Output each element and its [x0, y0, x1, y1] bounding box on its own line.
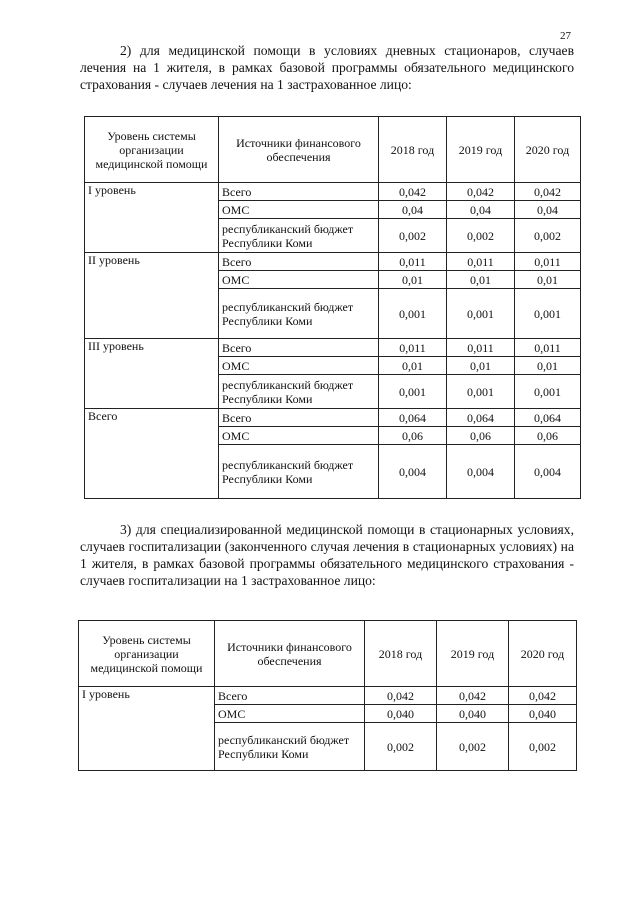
header-2018: 2018 год [365, 621, 437, 687]
value-cell: 0,002 [365, 723, 437, 771]
value-cell: 0,064 [447, 409, 515, 427]
header-2020: 2020 год [515, 117, 581, 183]
source-cell: республиканский бюджет Республики Коми [219, 375, 379, 409]
inpatient-table [78, 620, 577, 771]
value-cell: 0,004 [379, 445, 447, 499]
value-cell: 0,011 [515, 339, 581, 357]
level-cell: II уровень [85, 253, 219, 339]
table-row [85, 339, 581, 357]
value-cell: 0,011 [515, 253, 581, 271]
value-cell: 0,040 [365, 705, 437, 723]
header-level: Уровень системы организации медицинской помощи [79, 621, 215, 687]
header-2019: 2019 год [437, 621, 509, 687]
source-cell: республиканский бюджет Республики Коми [219, 445, 379, 499]
value-cell: 0,01 [379, 271, 447, 289]
value-cell: 0,01 [515, 357, 581, 375]
value-cell: 0,06 [447, 427, 515, 445]
table-row [85, 253, 581, 271]
value-cell: 0,001 [515, 289, 581, 339]
level-cell: I уровень [85, 183, 219, 253]
level-cell: III уровень [85, 339, 219, 409]
value-cell: 0,01 [379, 357, 447, 375]
source-cell: республиканский бюджет Республики Коми [219, 289, 379, 339]
value-cell: 0,042 [515, 183, 581, 201]
value-cell: 0,042 [509, 687, 577, 705]
section-3-paragraph [80, 521, 574, 589]
source-cell: Всего [215, 687, 365, 705]
header-source: Источники финансового обеспечения [219, 117, 379, 183]
value-cell: 0,042 [437, 687, 509, 705]
header-level: Уровень системы организации медицинской помощи [85, 117, 219, 183]
value-cell: 0,001 [379, 375, 447, 409]
header-2018: 2018 год [379, 117, 447, 183]
value-cell: 0,004 [515, 445, 581, 499]
table-row [85, 409, 581, 427]
value-cell: 0,001 [515, 375, 581, 409]
value-cell: 0,042 [365, 687, 437, 705]
value-cell: 0,004 [447, 445, 515, 499]
value-cell: 0,04 [379, 201, 447, 219]
value-cell: 0,064 [379, 409, 447, 427]
value-cell: 0,011 [379, 253, 447, 271]
page-number: 27 [560, 30, 571, 42]
source-cell: ОМС [219, 271, 379, 289]
value-cell: 0,04 [447, 201, 515, 219]
source-cell: Всего [219, 183, 379, 201]
value-cell: 0,002 [437, 723, 509, 771]
source-cell: ОМС [219, 357, 379, 375]
source-cell: ОМС [215, 705, 365, 723]
header-2019: 2019 год [447, 117, 515, 183]
value-cell: 0,06 [515, 427, 581, 445]
value-cell: 0,001 [379, 289, 447, 339]
value-cell: 0,01 [447, 357, 515, 375]
level-cell: I уровень [79, 687, 215, 771]
header-source: Источники финансового обеспечения [215, 621, 365, 687]
day-hospital-table [84, 116, 581, 499]
table-row [79, 687, 577, 705]
source-cell: республиканский бюджет Республики Коми [219, 219, 379, 253]
source-cell: ОМС [219, 201, 379, 219]
value-cell: 0,042 [379, 183, 447, 201]
value-cell: 0,01 [515, 271, 581, 289]
section-2-paragraph [80, 42, 574, 93]
value-cell: 0,040 [509, 705, 577, 723]
value-cell: 0,064 [515, 409, 581, 427]
source-cell: Всего [219, 339, 379, 357]
header-2020: 2020 год [509, 621, 577, 687]
section-2-text: 2) для медицинской помощи в условиях дневных стационаров, случаев лечения на 1 жителя, в рамках базовой программы обязательного медицинского страхования - случаев лечения на 1 застрахованное лицо: [80, 43, 574, 92]
value-cell: 0,011 [447, 253, 515, 271]
value-cell: 0,06 [379, 427, 447, 445]
value-cell: 0,001 [447, 375, 515, 409]
source-cell: ОМС [219, 427, 379, 445]
source-cell: республиканский бюджет Республики Коми [215, 723, 365, 771]
value-cell: 0,002 [509, 723, 577, 771]
level-cell: Всего [85, 409, 219, 499]
value-cell: 0,01 [447, 271, 515, 289]
value-cell: 0,040 [437, 705, 509, 723]
value-cell: 0,011 [447, 339, 515, 357]
source-cell: Всего [219, 409, 379, 427]
value-cell: 0,011 [379, 339, 447, 357]
section-3-text: 3) для специализированной медицинской помощи в стационарных условиях, случаев госпитализации (законченного случая лечения в стационарных условиях) на 1 жителя, в рамках базовой программы обязательного медицинского страхования - случаев госпитализации на 1 застрахованное лицо: [80, 522, 574, 588]
value-cell: 0,04 [515, 201, 581, 219]
source-cell: Всего [219, 253, 379, 271]
table-row [85, 183, 581, 201]
value-cell: 0,002 [515, 219, 581, 253]
value-cell: 0,002 [447, 219, 515, 253]
value-cell: 0,042 [447, 183, 515, 201]
value-cell: 0,001 [447, 289, 515, 339]
value-cell: 0,002 [379, 219, 447, 253]
